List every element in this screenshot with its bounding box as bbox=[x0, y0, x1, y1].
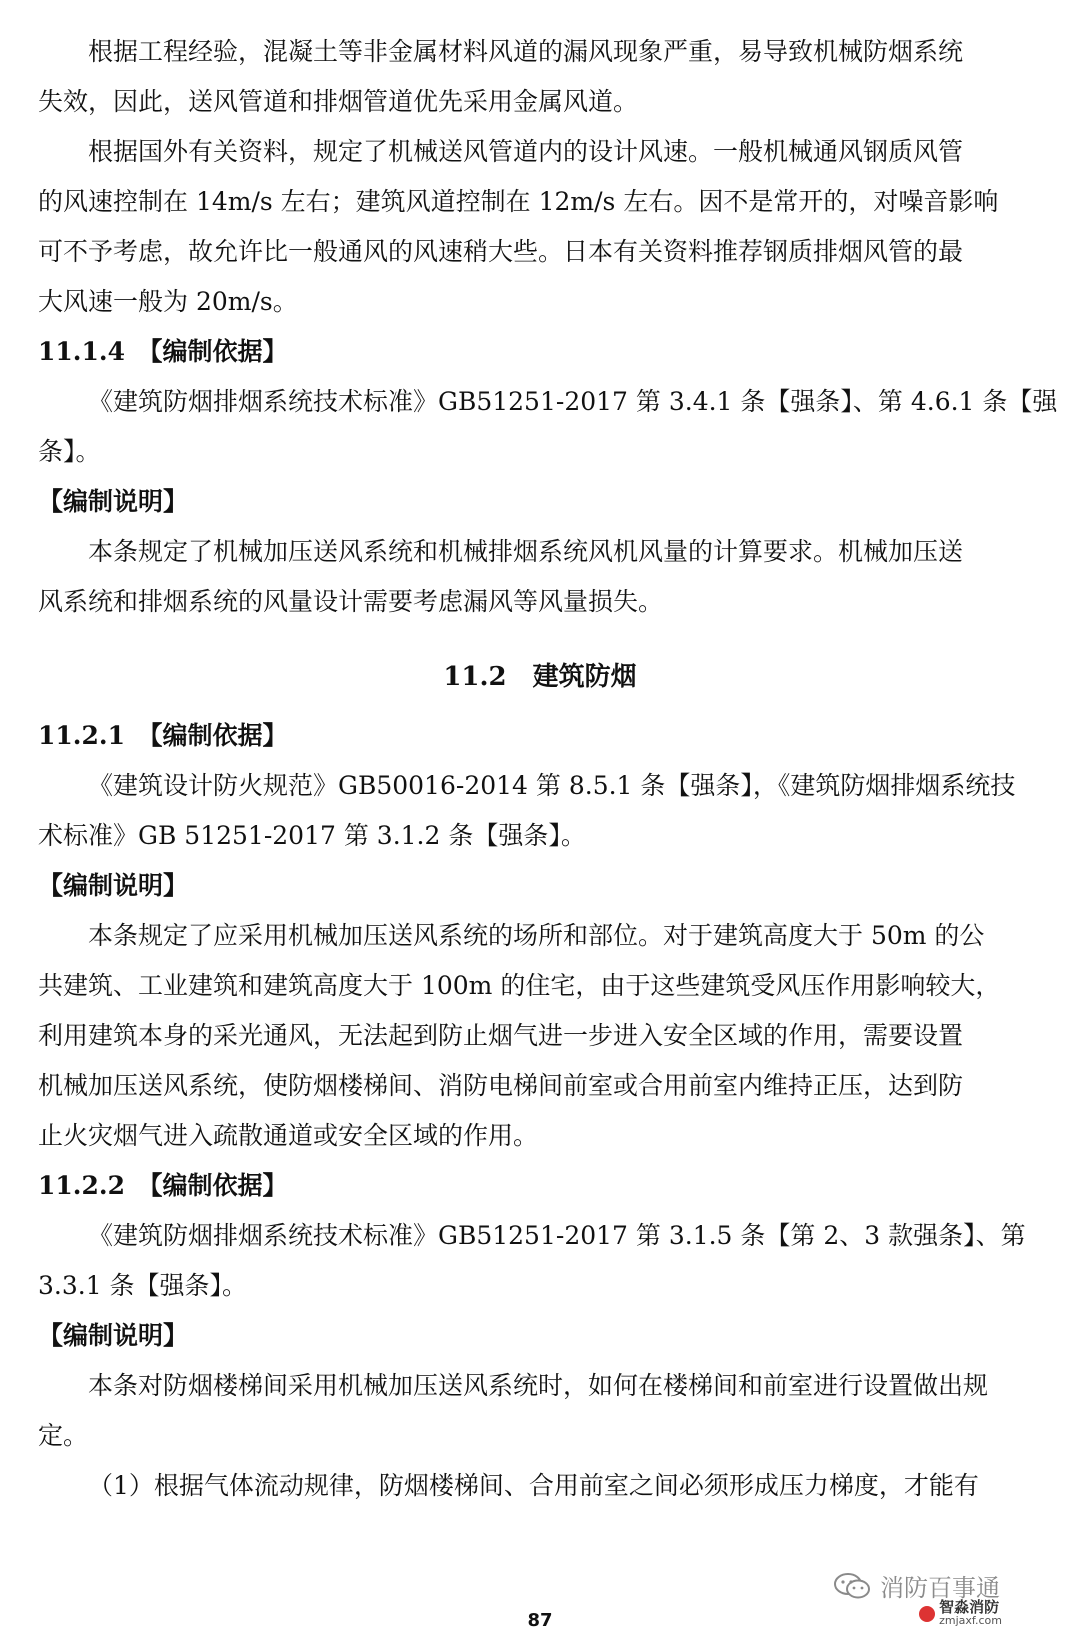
paragraph-line: 本条规定了应采用机械加压送风系统的场所和部位。对于建筑高度大于 50m 的公 bbox=[88, 921, 985, 950]
watermark-text: 消防百事通 bbox=[880, 1574, 1000, 1602]
paragraph-line: 共建筑、工业建筑和建筑高度大于 100m 的住宅，由于这些建筑受风压作用影响较大， bbox=[38, 971, 1001, 1000]
paragraph-line: 止火灾烟气进入疏散通道或安全区域的作用。 bbox=[38, 1121, 539, 1150]
page-number: 87 bbox=[527, 1610, 553, 1631]
clause-heading-11-2-1: 11.2.1 【编制依据】 bbox=[38, 721, 288, 750]
explanation-heading: 【编制说明】 bbox=[38, 871, 189, 900]
paragraph-line: 根据国外有关资料，规定了机械送风管道内的设计风速。一般机械通风钢质风管 bbox=[88, 137, 964, 166]
clause-heading-11-2-2: 11.2.2 【编制依据】 bbox=[38, 1171, 288, 1200]
explanation-heading: 【编制说明】 bbox=[38, 1321, 189, 1350]
paragraph-line: 根据工程经验，混凝土等非金属材料风道的漏风现象严重，易导致机械防烟系统 bbox=[88, 37, 964, 66]
paragraph-line: 大风速一般为 20m/s。 bbox=[38, 287, 298, 316]
clause-heading-11-1-4: 11.1.4 【编制依据】 bbox=[38, 337, 288, 366]
paragraph-line: 《建筑设计防火规范》GB50016-2014 第 8.5.1 条【强条】，《建筑防烟排烟系统技 bbox=[88, 771, 1016, 800]
paragraph-line: （1）根据气体流动规律，防烟楼梯间、合用前室之间必须形成压力梯度，才能有 bbox=[88, 1471, 979, 1500]
paragraph-line: 定。 bbox=[38, 1421, 89, 1450]
paragraph-line: 机械加压送风系统，使防烟楼梯间、消防电梯间前室或合用前室内维持正压，达到防 bbox=[38, 1071, 964, 1100]
paragraph-line: 利用建筑本身的采光通风，无法起到防止烟气进一步进入安全区域的作用，需要设置 bbox=[38, 1021, 964, 1050]
logo-url: zmjaxf.com bbox=[939, 1614, 1002, 1627]
paragraph-line: 3.3.1 条【强条】。 bbox=[38, 1271, 248, 1300]
paragraph-line: 风系统和排烟系统的风量设计需要考虑漏风等风量损失。 bbox=[38, 587, 664, 616]
paragraph-line: 条】。 bbox=[38, 437, 101, 466]
wechat-icon bbox=[832, 1571, 872, 1601]
paragraph-line: 《建筑防烟排烟系统技术标准》GB51251-2017 第 3.4.1 条【强条】、第 4.6.1 条【强 bbox=[88, 387, 1058, 416]
paragraph-line: 的风速控制在 14m/s 左右；建筑风道控制在 12m/s 左右。因不是常开的，对噪音影响 bbox=[38, 187, 999, 216]
paragraph-line: 术标准》GB 51251-2017 第 3.1.2 条【强条】。 bbox=[38, 821, 586, 850]
paragraph-line: 本条对防烟楼梯间采用机械加压送风系统时，如何在楼梯间和前室进行设置做出规 bbox=[88, 1371, 989, 1400]
paragraph-line: 可不予考虑，故允许比一般通风的风速稍大些。日本有关资料推荐钢质排烟风管的最 bbox=[38, 237, 964, 266]
paragraph-line: 本条规定了机械加压送风系统和机械排烟系统风机风量的计算要求。机械加压送 bbox=[88, 537, 964, 566]
explanation-heading: 【编制说明】 bbox=[38, 487, 189, 516]
section-title-11-2: 11.2 建筑防烟 bbox=[443, 662, 637, 692]
paragraph-line: 《建筑防烟排烟系统技术标准》GB51251-2017 第 3.1.5 条【第 2、3 款强条】、第 bbox=[88, 1221, 1026, 1250]
logo-name: 智淼消防 bbox=[939, 1598, 1000, 1616]
paragraph-line: 失效，因此，送风管道和排烟管道优先采用金属风道。 bbox=[38, 87, 639, 116]
